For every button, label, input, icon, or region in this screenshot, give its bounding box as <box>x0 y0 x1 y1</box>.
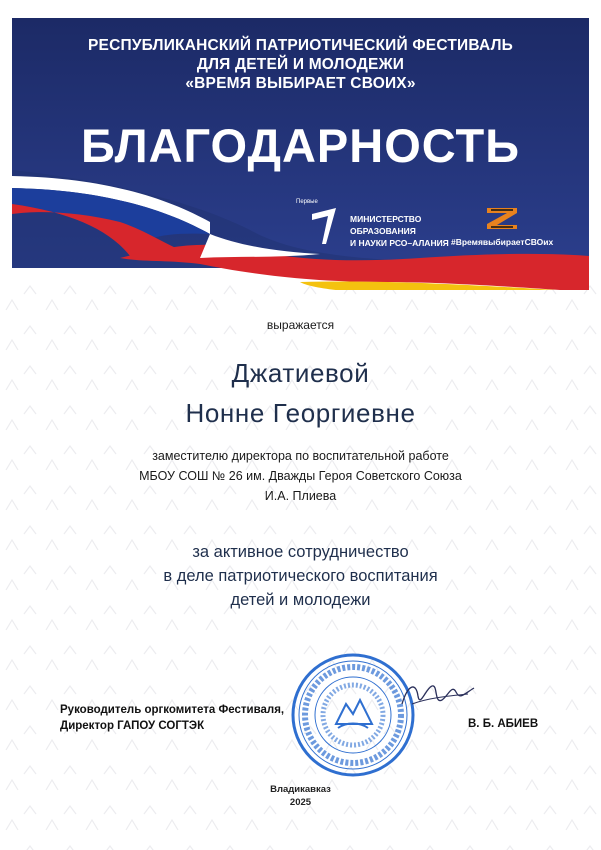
signer-name: В. Б. АБИЕВ <box>468 718 539 730</box>
reason-line-1: за активное сотрудничество <box>192 543 409 561</box>
position-line-3: И.А. Плиева <box>264 489 337 503</box>
official-stamp-icon <box>288 650 418 780</box>
recipient-surname: Джатиевой <box>231 358 370 388</box>
signer-line-1: Руководитель оргкомитета Фестиваля, <box>60 704 285 716</box>
ministry-line-1: МИНИСТЕРСТВО <box>350 214 422 224</box>
position-line-2: МБОУ СОШ № 26 им. Дважды Героя Советского Союза <box>139 469 462 483</box>
place-and-year <box>0 783 601 809</box>
certificate-title: БЛАГОДАРНОСТЬ <box>80 119 521 172</box>
festival-line-2: ДЛЯ ДЕТЕЙ И МОЛОДЕЖИ <box>196 56 405 73</box>
signer-title <box>60 702 284 734</box>
city-text: Владикавказ <box>270 784 331 795</box>
signature-icon <box>398 674 478 714</box>
ministry-line-3: И НАУКИ РСО–АЛАНИЯ <box>350 238 449 248</box>
ministry-logo-text <box>350 213 449 249</box>
pervye-logo-icon <box>308 198 342 250</box>
position-line-1: заместителю директора по воспитательной работе <box>152 449 449 463</box>
year-text: 2025 <box>289 797 312 808</box>
ministry-line-2: ОБРАЗОВАНИЯ <box>350 226 416 236</box>
recipient-position <box>0 446 601 506</box>
gratitude-reason <box>0 540 601 612</box>
festival-line-3: «ВРЕМЯ ВЫБИРАЕТ СВОИХ» <box>185 75 416 92</box>
festival-line-1: РЕСПУБЛИКАНСКИЙ ПАТРИОТИЧЕСКИЙ ФЕСТИВАЛЬ <box>88 37 513 54</box>
pervye-label: Первые <box>296 199 318 205</box>
festival-name <box>0 36 601 93</box>
signer-line-2: Директор ГАПОУ СОГТЭК <box>60 720 205 732</box>
hashtag-text: #ВремявыбираетСВОих <box>451 237 554 247</box>
reason-line-3: детей и молодежи <box>230 591 371 609</box>
recipient-given-name: Нонне Георгиевне <box>185 398 416 428</box>
z-ribbon-logo-icon <box>483 205 521 231</box>
expressed-text: выражается <box>266 318 335 332</box>
reason-line-2: в деле патриотического воспитания <box>163 567 438 585</box>
